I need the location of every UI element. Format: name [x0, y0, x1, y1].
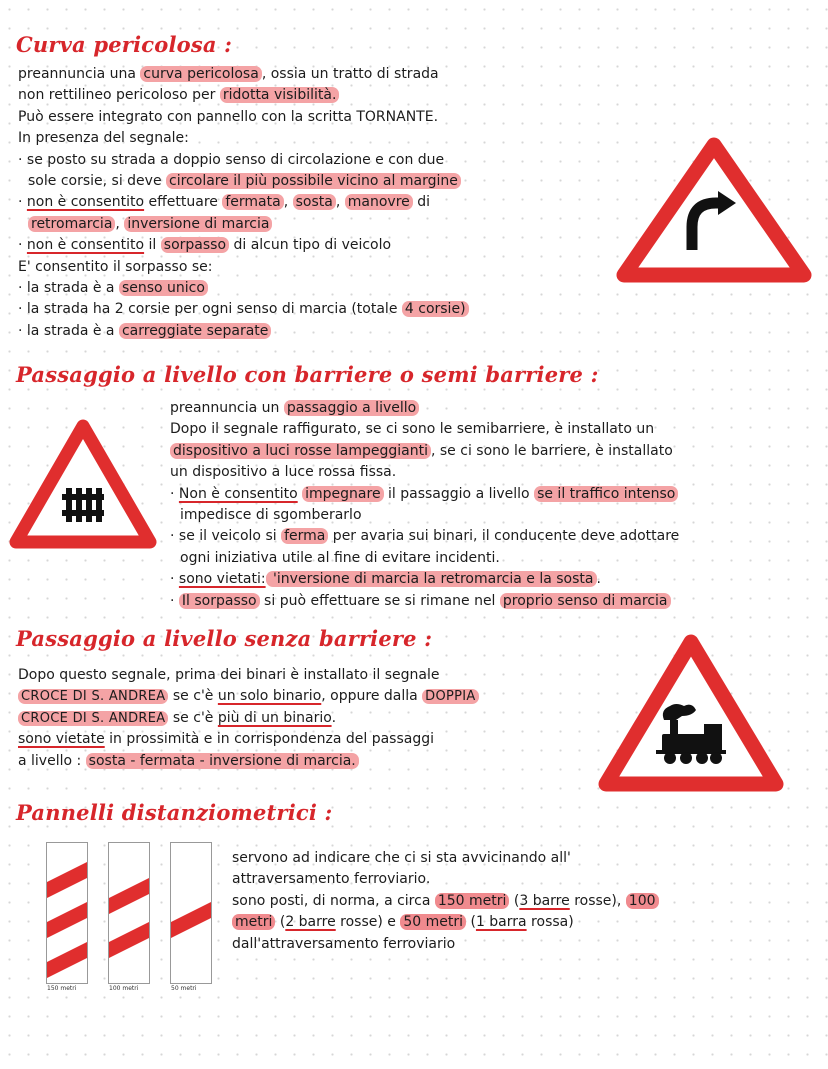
distance-panel-100-icon: [108, 842, 150, 984]
curva-text-block: [18, 64, 469, 342]
barriere-line: impedisce di sgomberarlo: [180, 507, 362, 524]
curva-line: Può essere integrato con pannello con la scritta TORNANTE.: [18, 108, 439, 125]
steam-train-crossing-sign-icon: [596, 632, 786, 797]
curva-line: · non è consentito effettuare fermata , sosta , manovre di: [18, 194, 430, 211]
pannelli-line: dall'attraversamento ferroviario: [232, 935, 456, 952]
senza-text-block: [18, 665, 479, 772]
title-passaggio-barriere: Passaggio a livello con barriere o semi barriere :: [16, 362, 599, 387]
title-curva-pericolosa: Curva pericolosa :: [16, 32, 233, 57]
curva-line: non rettilineo pericoloso per ridotta visibilità.: [18, 85, 469, 106]
senza-line: CROCE DI S. ANDREA se c'è un solo binario, oppure dalla DOPPIA: [18, 686, 479, 707]
curva-line: · se posto su strada a doppio senso di circolazione e con due: [18, 151, 445, 168]
distance-panel-150-icon: [46, 842, 88, 984]
barriere-line: preannuncia un passaggio a livello: [170, 398, 679, 419]
barriere-line: · sono vietati: 'inversione di marcia la retromarcia e la sosta .: [170, 571, 601, 588]
curva-line: preannuncia una curva pericolosa , ossia un tratto di strada: [18, 66, 439, 82]
title-passaggio-senza-barriere: Passaggio a livello senza barriere :: [16, 626, 433, 651]
pannelli-line: sono posti, di norma, a circa 150 metri (3 barre rosse), 100: [232, 891, 659, 912]
senza-line: CROCE DI S. ANDREA se c'è più di un binario.: [18, 708, 479, 729]
senza-line: sono vietate in prossimità e in corrispondenza del passaggi: [18, 731, 435, 748]
barriere-line: · se il veicolo si ferma per avaria sui binari, il conducente deve adottare: [170, 528, 680, 545]
pannelli-line: metri (2 barre rosse) e 50 metri (1 barra rossa): [232, 912, 659, 933]
distance-panel-50-icon: [170, 842, 212, 984]
curva-line: retromarcia , inversione di marcia: [18, 214, 469, 235]
curva-line: · non è consentito il sorpasso di alcun tipo di veicolo: [18, 237, 392, 254]
pannelli-text-block: [232, 848, 659, 955]
senza-line: a livello : sosta - fermata - inversione di marcia.: [18, 751, 479, 772]
panel-label: 50 metri: [171, 985, 197, 992]
title-pannelli-distanziometrici: Pannelli distanziometrici :: [16, 800, 333, 825]
curva-line: sole corsie, si deve circolare il più possibile vicino al margine: [18, 171, 469, 192]
curva-line: · la strada è a senso unico: [18, 278, 469, 299]
curva-line: E' consentito il sorpasso se:: [18, 258, 213, 275]
barriere-line: · Non è consentito impegnare il passaggio a livello se il traffico intenso: [170, 484, 679, 505]
pannelli-line: attraversamento ferroviario.: [232, 871, 431, 888]
curva-line: In presenza del segnale:: [18, 130, 189, 147]
panel-label: 150 metri: [47, 985, 77, 992]
barriere-line: Dopo il segnale raffigurato, se ci sono le semibarriere, è installato un: [170, 421, 655, 438]
senza-line: Dopo questo segnale, prima dei binari è installato il segnale: [18, 667, 440, 683]
barriere-line: dispositivo a luci rosse lampeggianti , se ci sono le barriere, è installato: [170, 441, 679, 462]
barriere-line: · Il sorpasso si può effettuare se si rimane nel proprio senso di marcia: [170, 591, 679, 612]
curve-right-warning-sign-icon: [614, 135, 814, 285]
barriere-line: un dispositivo a luce rossa fissa.: [170, 464, 397, 481]
barriere-line: ogni iniziativa utile al fine di evitare incidenti.: [180, 549, 500, 566]
curva-line: · la strada è a carreggiate separate: [18, 321, 469, 342]
curva-line: · la strada ha 2 corsie per ogni senso di marcia (totale 4 corsie): [18, 299, 469, 320]
barrier-crossing-sign-icon: [8, 418, 158, 550]
panel-label: 100 metri: [109, 985, 139, 992]
barriere-text-block: [170, 398, 679, 612]
pannelli-line: servono ad indicare che ci si sta avvicinando all': [232, 850, 571, 866]
